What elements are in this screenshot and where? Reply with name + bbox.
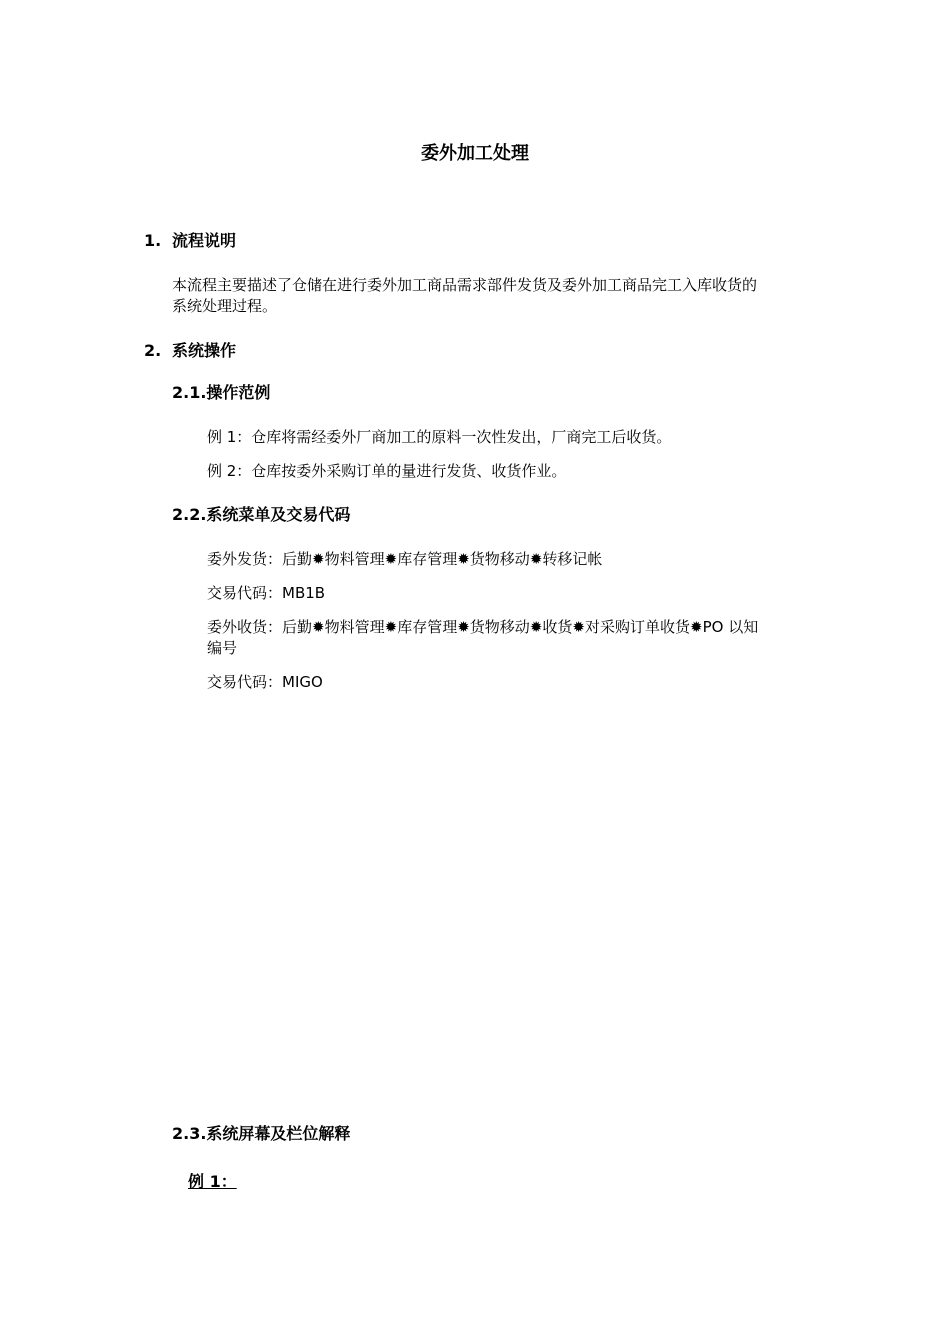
- path-separator-icon: ✹: [529, 618, 543, 636]
- section-2-title: 系统操作: [172, 341, 237, 360]
- example-1-text: 例 1：仓库将需经委外厂商加工的原料一次性发出，厂商完工后收货。: [207, 428, 672, 446]
- path-separator-icon: ✹: [690, 618, 703, 636]
- receipt-menu-path-continued: 编号: [207, 639, 238, 657]
- issue-path-item: 物料管理: [324, 550, 385, 568]
- path-separator-icon: ✹: [312, 550, 325, 568]
- issue-label: 委外发货：: [207, 550, 283, 568]
- section-1-number: 1.: [144, 231, 162, 250]
- section-2-heading: [144, 338, 236, 361]
- section-1-title: 流程说明: [172, 231, 237, 250]
- path-separator-icon: ✹: [457, 550, 470, 568]
- section-2-number: 2.: [144, 341, 162, 360]
- path-separator-icon: ✹: [572, 618, 585, 636]
- issue-path-item: 库存管理: [397, 550, 458, 568]
- path-separator-icon: ✹: [312, 618, 325, 636]
- path-separator-icon: ✹: [529, 550, 543, 568]
- receipt-path-item: 库存管理: [397, 618, 458, 636]
- section-1-paragraph-line-1: 本流程主要描述了仓储在进行委外加工商品需求部件发货及委外加工商品完工入库收货的: [172, 276, 758, 294]
- example-1-heading: 例 1：: [188, 1172, 237, 1191]
- receipt-path-item: 收货: [542, 618, 573, 636]
- document-title: 委外加工处理: [421, 143, 529, 164]
- receipt-menu-path: [207, 617, 758, 638]
- receipt-path-item: 物料管理: [324, 618, 385, 636]
- path-separator-icon: ✹: [457, 618, 470, 636]
- receipt-transaction-code: 交易代码：MIGO: [207, 673, 323, 691]
- receipt-path-item: 货物移动: [469, 618, 530, 636]
- receipt-path-item: 对采购订单收货: [584, 618, 690, 636]
- receipt-label: 委外收货：: [207, 618, 283, 636]
- issue-menu-path: [207, 549, 602, 570]
- issue-path-item: 转移记帐: [542, 550, 603, 568]
- path-separator-icon: ✹: [384, 550, 398, 568]
- issue-path-item: 后勤: [282, 550, 313, 568]
- path-separator-icon: ✹: [384, 618, 398, 636]
- receipt-path-item: 后勤: [282, 618, 313, 636]
- receipt-path-item: PO 以知: [702, 618, 759, 636]
- subsection-2-1-heading: 2.1.操作范例: [172, 383, 271, 402]
- subsection-2-2-heading: 2.2.系统菜单及交易代码: [172, 505, 351, 524]
- section-1-heading: [144, 228, 236, 251]
- example-2-text: 例 2：仓库按委外采购订单的量进行发货、收货作业。: [207, 462, 567, 480]
- section-1-paragraph-line-2: 系统处理过程。: [172, 297, 278, 315]
- issue-path-item: 货物移动: [469, 550, 530, 568]
- subsection-2-3-heading: 2.3.系统屏幕及栏位解释: [172, 1124, 351, 1143]
- receipt-path-items: [282, 618, 758, 636]
- issue-transaction-code: 交易代码：MB1B: [207, 584, 326, 602]
- issue-path-items: [282, 550, 602, 568]
